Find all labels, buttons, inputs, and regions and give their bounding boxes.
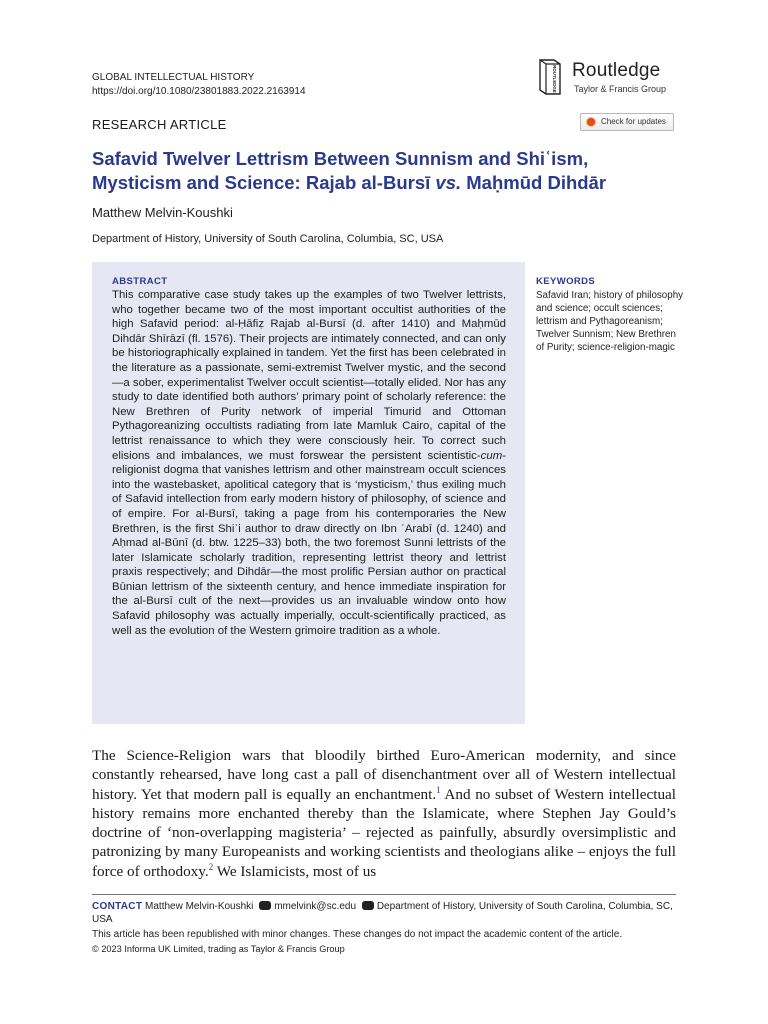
journal-name: GLOBAL INTELLECTUAL HISTORY — [92, 72, 255, 83]
abstract-part: -religionist dogma that vanishes lettrism and other mainstream occult sciences into the wastebasket, apolitical category that is ‘mysticism,’ thus exiling much of Safavid intellection from early modern history of philosophy, of science and of empire. For al-Bursī, taking a page from his contemporaries the New Brethren, is the first Shiʿi author to draw directly on Ibn ʿArabī (d. 1240) and Aḥmad al-Būnī (d. btw. 1225–33) both, the two foremost Sunni lettrists of the later Islamicate scholarly tradition, representing lettrist theory and lettrist praxis respectively; and Dihdār—the most prolific Persian author on practical Būnian lettrism of the sixteenth century, and hence immediate inspiration for the al-Bursī cult of the next—provides us an invaluable window onto how Safavid philosophy was actually imperially, occult-scientifically practiced, as well as the evolution of the Western grimoire tradition as a whole. — [112, 449, 506, 637]
contact-name: Matthew Melvin-Koushki — [145, 901, 254, 912]
contact-block — [92, 900, 676, 926]
title-part: Mysticism and Science: Rajab al-Bursī — [92, 172, 436, 193]
doi-link[interactable]: https://doi.org/10.1080/23801883.2022.2163914 — [92, 86, 306, 97]
title-vs: vs. — [435, 172, 462, 193]
title-line-1: Safavid Twelver Lettrism Between Sunnism and Shiʿism, — [92, 148, 589, 169]
crossmark-icon — [586, 117, 596, 127]
body-text — [92, 746, 676, 881]
body-part: The Science-Religion wars that bloodily birthed Euro-American modernity, and since constantly rehearsed, have long cast a pall of disenchantment over all of Western intellectual history. Yet that modern pall is equally an enchantment. — [92, 747, 676, 803]
abstract-part: This comparative case study takes up the examples of two Twelver lettrists, who together became two of the most important occultist authorities of the high Safavid period: al-Ḥāfiẓ Rajab al-Bursī (d. after 1410) and Maḥmūd Dihdār Shīrāzī (fl. 1576). Their projects are intimately connected, and can only be historiographically explained in tandem. Yet the first has been celebrated in the literature as a passionate, semi-extremist Twelver mystic, and the second—a sober, experimentalist Twelver occult scientist—totally elided. Nor has any study to date identified both authors’ primary point of scholarly reference: the New Brethren of Purity network of imperial Timurid and Ottoman Pythagoreanizing occultists radiating from late Mamluk Cairo, capital of the lettrist renaissance to which they were consciously heir. To correct such elisions and imbalances, we must forswear the persistent scientistic- — [112, 289, 506, 462]
book-label: ROUTLEDGE — [552, 65, 557, 93]
abstract-text — [112, 288, 506, 638]
contact-label: CONTACT — [92, 901, 143, 912]
title-line-2 — [92, 171, 692, 195]
footnote-ref-1[interactable]: 1 — [436, 784, 441, 795]
republish-note: This article has been republished with minor changes. These changes do not impact the academic content of the article. — [92, 929, 623, 940]
journal-header — [92, 71, 306, 99]
article-type: RESEARCH ARTICLE — [92, 117, 227, 132]
publisher-subtitle: Taylor & Francis Group — [574, 84, 667, 94]
publisher-name: Routledge — [572, 60, 661, 81]
abstract-italic: cum — [480, 449, 503, 462]
footnote-ref-2[interactable]: 2 — [208, 861, 214, 872]
author-affiliation: Department of History, University of South Carolina, Columbia, SC, USA — [92, 233, 444, 245]
abstract-box — [92, 262, 525, 724]
publisher-logo — [538, 58, 678, 98]
body-part: We Islamicists, most of us — [213, 862, 377, 880]
article-title — [92, 147, 692, 195]
address-icon — [362, 901, 374, 910]
copyright: © 2023 Informa UK Limited, trading as Taylor & Francis Group — [92, 944, 345, 954]
check-for-updates-label: Check for updates — [601, 117, 666, 126]
contact-address: Department of History, University of South Carolina, Columbia, SC, USA — [92, 901, 673, 925]
footer-divider — [92, 894, 676, 895]
keywords-heading: KEYWORDS — [536, 276, 596, 287]
routledge-book-icon — [538, 58, 562, 96]
check-for-updates-button[interactable] — [580, 113, 674, 131]
abstract-heading: ABSTRACT — [112, 276, 168, 287]
author-name[interactable]: Matthew Melvin-Koushki — [92, 205, 233, 220]
keywords-list: Safavid Iran; history of philosophy and science; occult sciences; lettrism and Pythagoreanism; Twelver Sunnism; New Brethren of Purity; science-religion-magic — [536, 290, 684, 353]
title-part: Maḥmūd Dihdār — [461, 172, 607, 193]
body-part: And no subset of Western intellectual history remains more enchanted thereby than the Islamicate, where Stephen Jay Gould’s doctrine of ‘non-overlapping magisteria’ – rejected as painfully, absurdly oversimplistic and patronizing by many Europeanists and working scientists and theologians alike – enjoys the full force of orthodoxy. — [92, 785, 676, 880]
email-icon — [259, 901, 271, 910]
contact-email[interactable]: mmelvink@sc.edu — [274, 901, 357, 912]
